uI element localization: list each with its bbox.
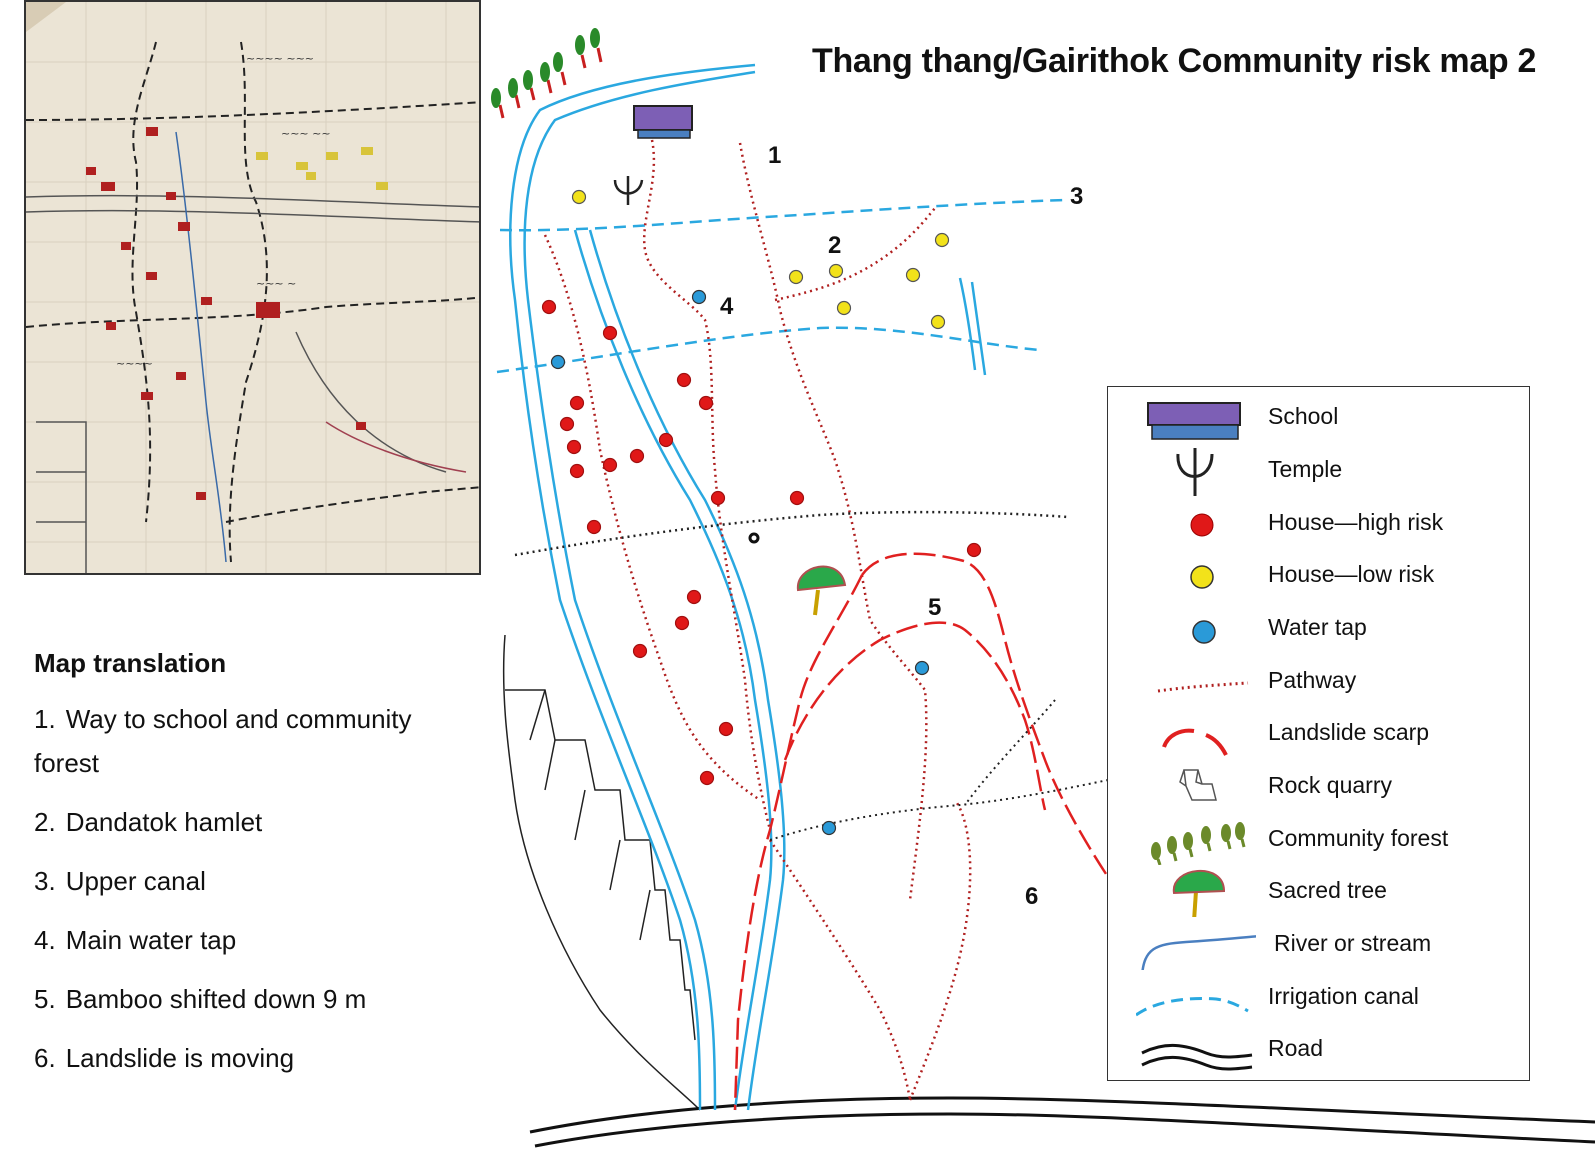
road [530,1098,1595,1146]
map-legend [1107,386,1530,1081]
house-low-risk-marker [573,191,586,204]
house-high-risk-marker [571,397,584,410]
irrigation-canal-icon [1136,971,1256,1023]
sacred-tree-icon [1136,865,1256,917]
svg-text:~~~ ~~: ~~~ ~~ [281,127,331,140]
house-high-risk-marker [634,645,647,658]
translation-item: 2. Dandatok hamlet [34,807,263,837]
house-high-risk-marker [561,418,574,431]
house-high-risk-marker [701,772,714,785]
house-high-risk-marker [676,617,689,630]
house-high-risk-marker [631,450,644,463]
svg-text:~~~ ~: ~~~ ~ [256,277,297,290]
house-high-risk-icon [1136,497,1256,549]
house-low-risk-marker [790,271,803,284]
water-tap-marker [693,291,706,304]
house-high-risk-marker [604,459,617,472]
translation-item: 6. Landslide is moving [34,1043,295,1073]
map-label-4: 4 [720,293,734,320]
map-label-3: 3 [1070,183,1084,210]
legend-row-temple: Temple [1108,444,1529,496]
house-high-risk-marker [571,465,584,478]
house-low-risk-icon [1136,549,1256,601]
black-dotted-paths [515,512,1108,840]
school [634,106,692,138]
translation-item: 5. Bamboo shifted down 9 m [34,984,367,1014]
legend-row-river: River or stream [1108,918,1529,970]
landslide-scarp-icon [1136,707,1256,759]
water-tap-marker [823,822,836,835]
temple [615,176,642,205]
legend-row-pathway: Pathway [1108,655,1529,707]
legend-row-forest: Community forest [1108,813,1529,865]
house-high-risk-marker [588,521,601,534]
map-label-1: 1 [768,142,782,169]
houses-high-risk [543,301,981,785]
water-taps [552,291,929,835]
sketch-scribble: ~~~~ ~~~ [246,52,315,65]
temple-icon [1136,444,1256,496]
legend-row-water-tap: Water tap [1108,602,1529,654]
water-tap-marker [916,662,929,675]
house-low-risk-marker [932,316,945,329]
houses-low-risk [573,191,949,329]
house-high-risk-marker [968,544,981,557]
map-label-2: 2 [828,232,842,259]
pathways [545,140,970,1100]
house-high-risk-marker [688,591,701,604]
legend-row-landslide: Landslide scarp [1108,707,1529,759]
house-high-risk-marker [660,434,673,447]
house-high-risk-marker [568,441,581,454]
house-low-risk-marker [838,302,851,315]
house-high-risk-marker [700,397,713,410]
water-tap-marker [552,356,565,369]
community-forest [491,28,601,118]
translation-heading: Map translation [34,648,227,678]
house-high-risk-marker [678,374,691,387]
legend-row-road: Road [1108,1023,1529,1075]
house-high-risk-marker [791,492,804,505]
house-high-risk-marker [720,723,733,736]
map-translation [34,648,474,1095]
rock-quarry [504,635,700,1110]
translation-item: 3. Upper canal [34,866,206,896]
legend-row-school: School [1108,391,1529,443]
svg-text:~~~~: ~~~~ [116,357,153,370]
house-low-risk-marker [936,234,949,247]
map-title: Thang thang/Gairithok Community risk map 2 [812,42,1537,80]
landslide-scarps [735,554,1110,1110]
legend-row-high-risk: House—high risk [1108,497,1529,549]
community-forest-icon [1136,813,1256,865]
river-icon [1136,918,1256,970]
map-label-5: 5 [928,594,942,621]
house-high-risk-marker [604,327,617,340]
road-icon [1136,1023,1256,1075]
translation-list [34,697,474,1080]
sacred-tree [798,566,845,615]
pathway-icon [1136,655,1256,707]
legend-row-canal: Irrigation canal [1108,971,1529,1023]
school-icon [1136,391,1256,443]
map-label-6: 6 [1025,883,1039,910]
translation-item: 1. Way to school and community forest [34,704,412,778]
rock-quarry-icon [1136,760,1256,812]
house-low-risk-marker [907,269,920,282]
legend-row-sacred-tree: Sacred tree [1108,865,1529,917]
legend-row-rock-quarry: Rock quarry [1108,760,1529,812]
house-high-risk-marker [712,492,725,505]
house-high-risk-marker [543,301,556,314]
house-low-risk-marker [830,265,843,278]
legend-row-low-risk: House—low risk [1108,549,1529,601]
water-tap-icon [1136,602,1256,654]
river [510,65,985,1110]
black-point-marker [750,534,758,542]
translation-item: 4. Main water tap [34,925,237,955]
